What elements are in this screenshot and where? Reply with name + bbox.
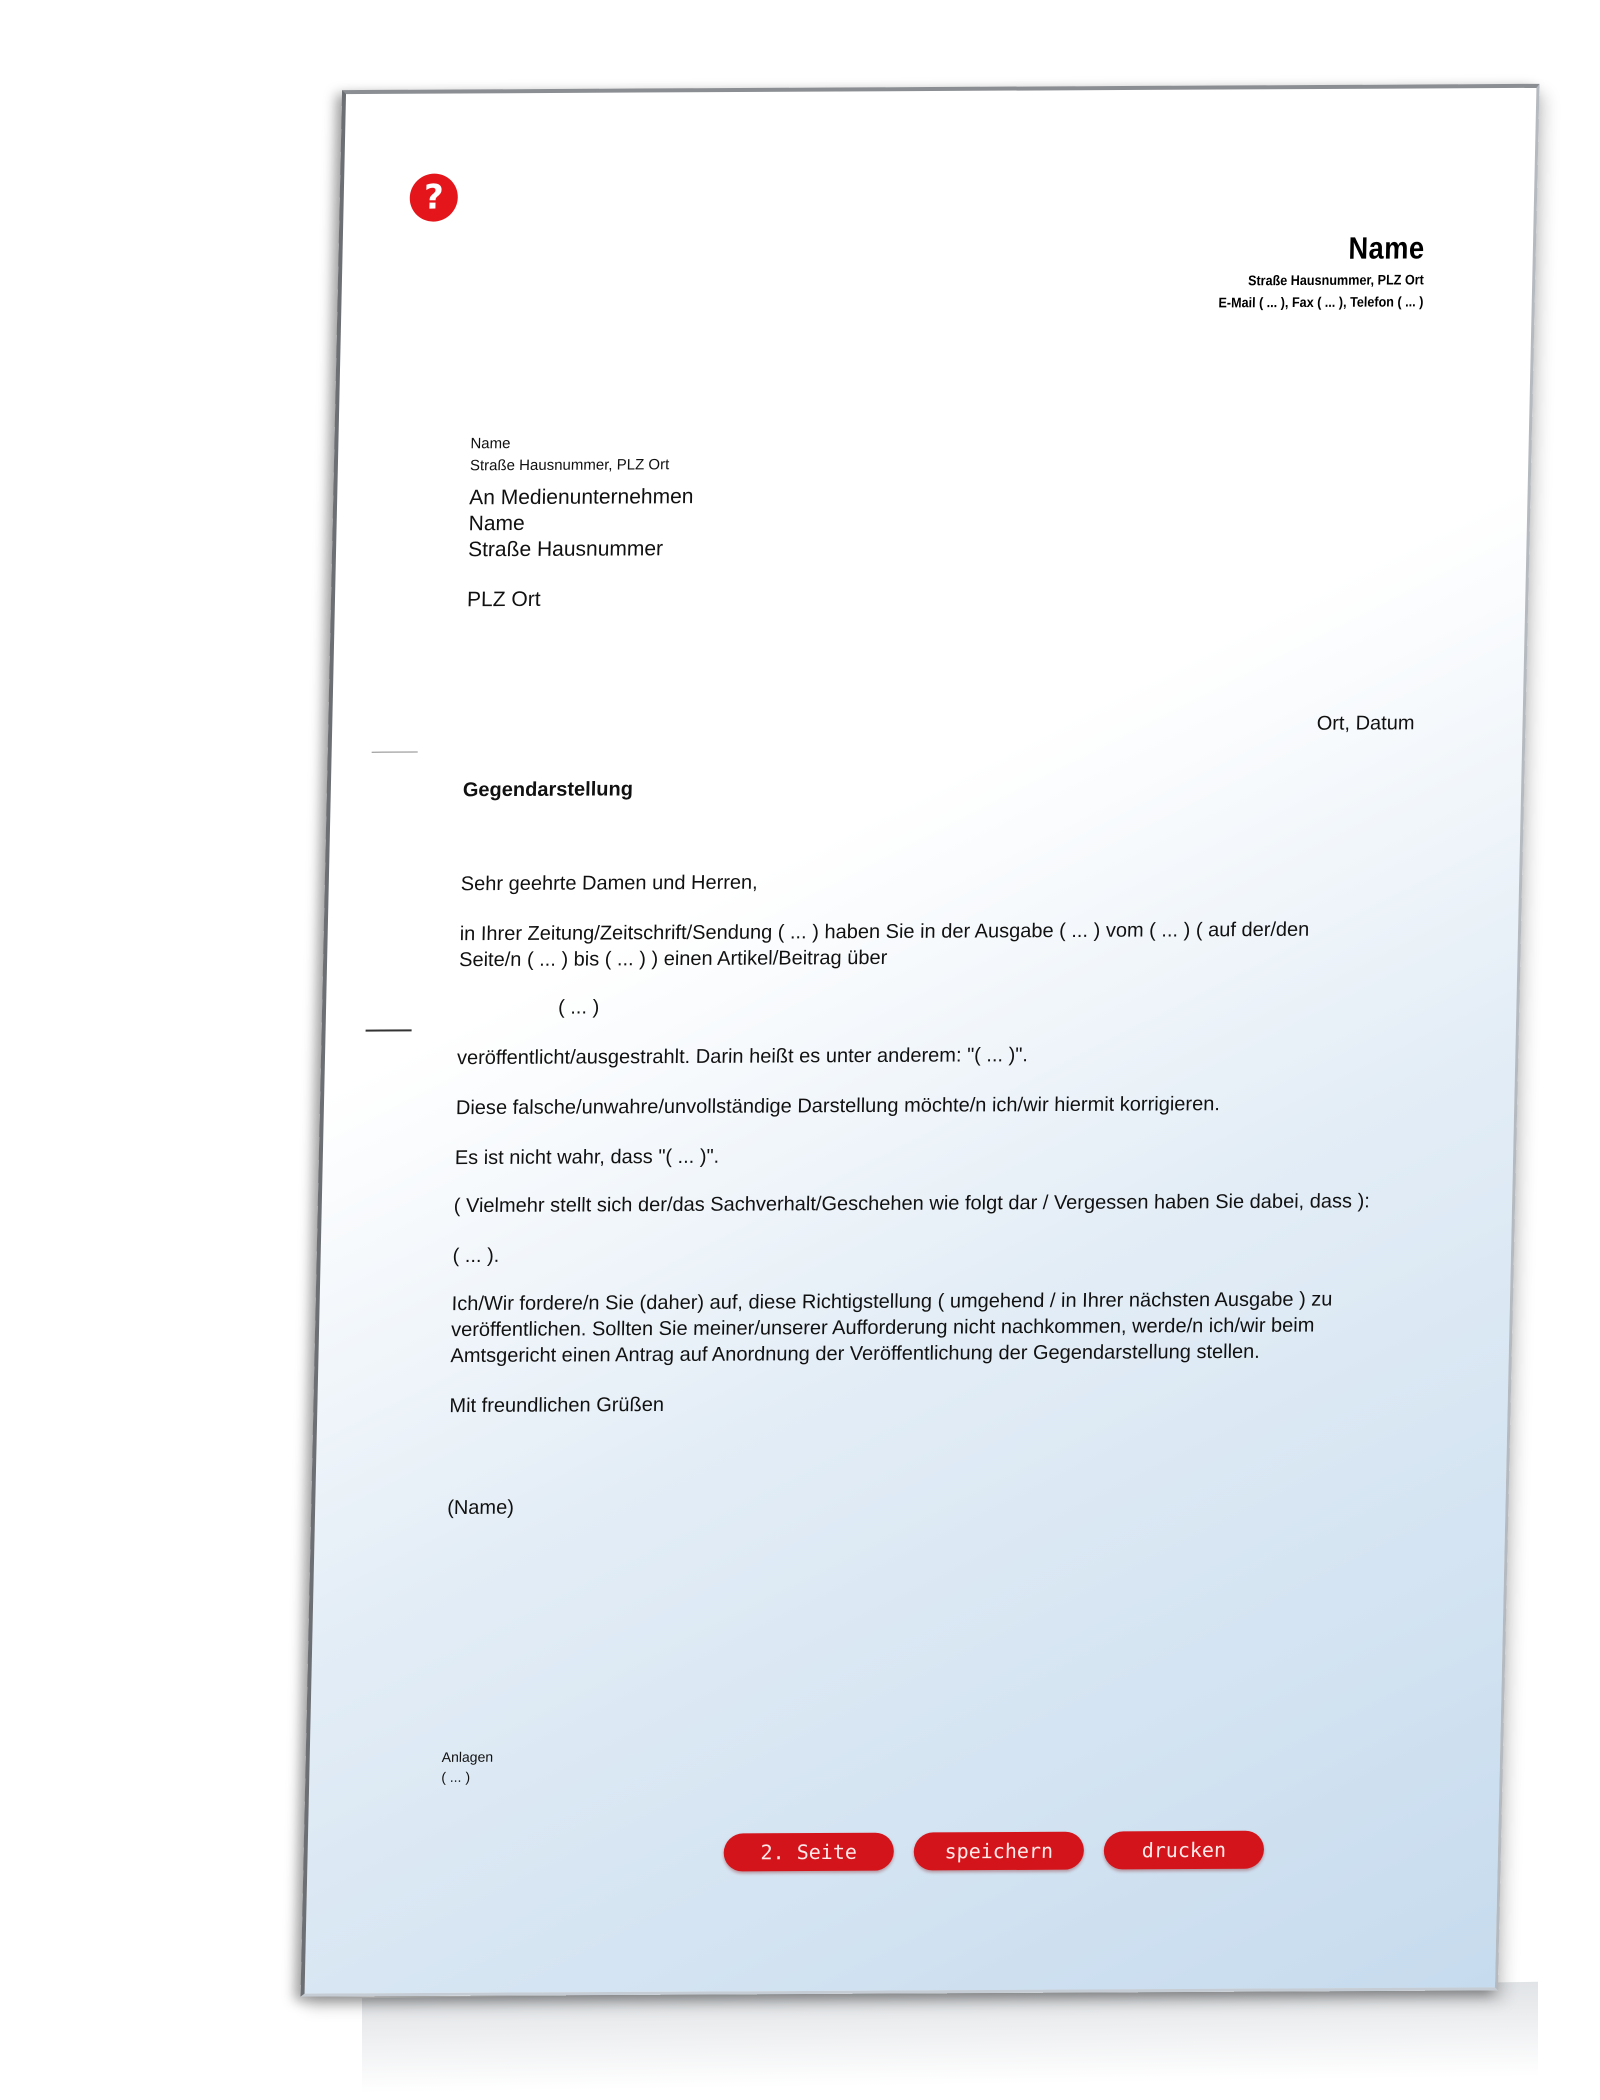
attachments-label: Anlagen [441, 1748, 494, 1765]
body-paragraph-1-line-2: Seite/n ( ... ) bis ( ... ) ) einen Artikel/Beitrag über [458, 946, 888, 972]
body-paragraph-4: Diese falsche/unwahre/unvollständige Darstellung möchte/n ich/wir hiermit korrigieren. [455, 1093, 1221, 1120]
attachments-value: ( ... ) [441, 1768, 471, 1785]
body-paragraph-7: ( ... ). [452, 1244, 500, 1268]
body-paragraph-5: Es ist nicht wahr, dass "( ... )". [454, 1145, 720, 1170]
body-paragraph-1-line-1: in Ihrer Zeitung/Zeitschrift/Sendung ( ... ) haben Sie in der Ausgabe ( ... ) vom ( ... ) ( auf der/den [459, 918, 1310, 946]
fold-mark-top [372, 751, 418, 752]
closing: Mit freundlichen Grüßen [449, 1393, 665, 1418]
body-paragraph-2: ( ... ) [557, 996, 600, 1019]
letterhead-name: Name [1348, 230, 1426, 266]
letterhead [1196, 228, 1426, 313]
body-paragraph-6: ( Vielmehr stellt sich der/das Sachverhalt/Geschehen wie folgt dar / Vergessen haben Sie dabei, dass ): [453, 1190, 1371, 1218]
subject-line: Gegendarstellung [462, 778, 634, 802]
save-button[interactable]: speichern [913, 1832, 1084, 1871]
body-paragraph-3: veröffentlicht/ausgestrahlt. Darin heißt es unter anderem: "( ... )". [456, 1044, 1029, 1070]
body-paragraph-8-line-3: Amtsgericht einen Antrag auf Anordnung der Veröffentlichung der Gegendarstellung stellen. [450, 1340, 1261, 1368]
return-address-name: Name [470, 435, 511, 453]
salutation: Sehr geehrte Damen und Herren, [460, 871, 758, 896]
page-2-button[interactable]: 2. Seite [723, 1833, 894, 1872]
question-mark-icon[interactable]: ? [409, 173, 458, 221]
body-paragraph-8-line-2: veröffentlichen. Sollten Sie meiner/unserer Aufforderung nicht nachkommen, werde/n ich/wir beim [450, 1314, 1315, 1342]
letterhead-contact: E-Mail ( ... ), Fax ( ... ), Telefon ( ... ) [1218, 293, 1424, 311]
print-button[interactable]: drucken [1103, 1831, 1264, 1870]
letter-sheet [301, 84, 1540, 1997]
letterhead-address: Straße Hausnummer, PLZ Ort [1248, 271, 1425, 289]
recipient-line-2: Name [468, 511, 525, 536]
recipient-line-1: An Medienunternehmen [468, 485, 694, 510]
signature: (Name) [446, 1496, 515, 1520]
return-address-street: Straße Hausnummer, PLZ Ort [469, 456, 670, 475]
body-paragraph-8-line-1: Ich/Wir fordere/n Sie (daher) auf, diese Richtigstellung ( umgehend / in Ihrer nächsten Ausgabe ) zu [451, 1288, 1333, 1316]
recipient-line-4: PLZ Ort [466, 587, 541, 612]
recipient-line-3: Straße Hausnummer [467, 537, 664, 562]
place-date: Ort, Datum [1316, 712, 1415, 735]
fold-mark-middle [366, 1029, 412, 1031]
